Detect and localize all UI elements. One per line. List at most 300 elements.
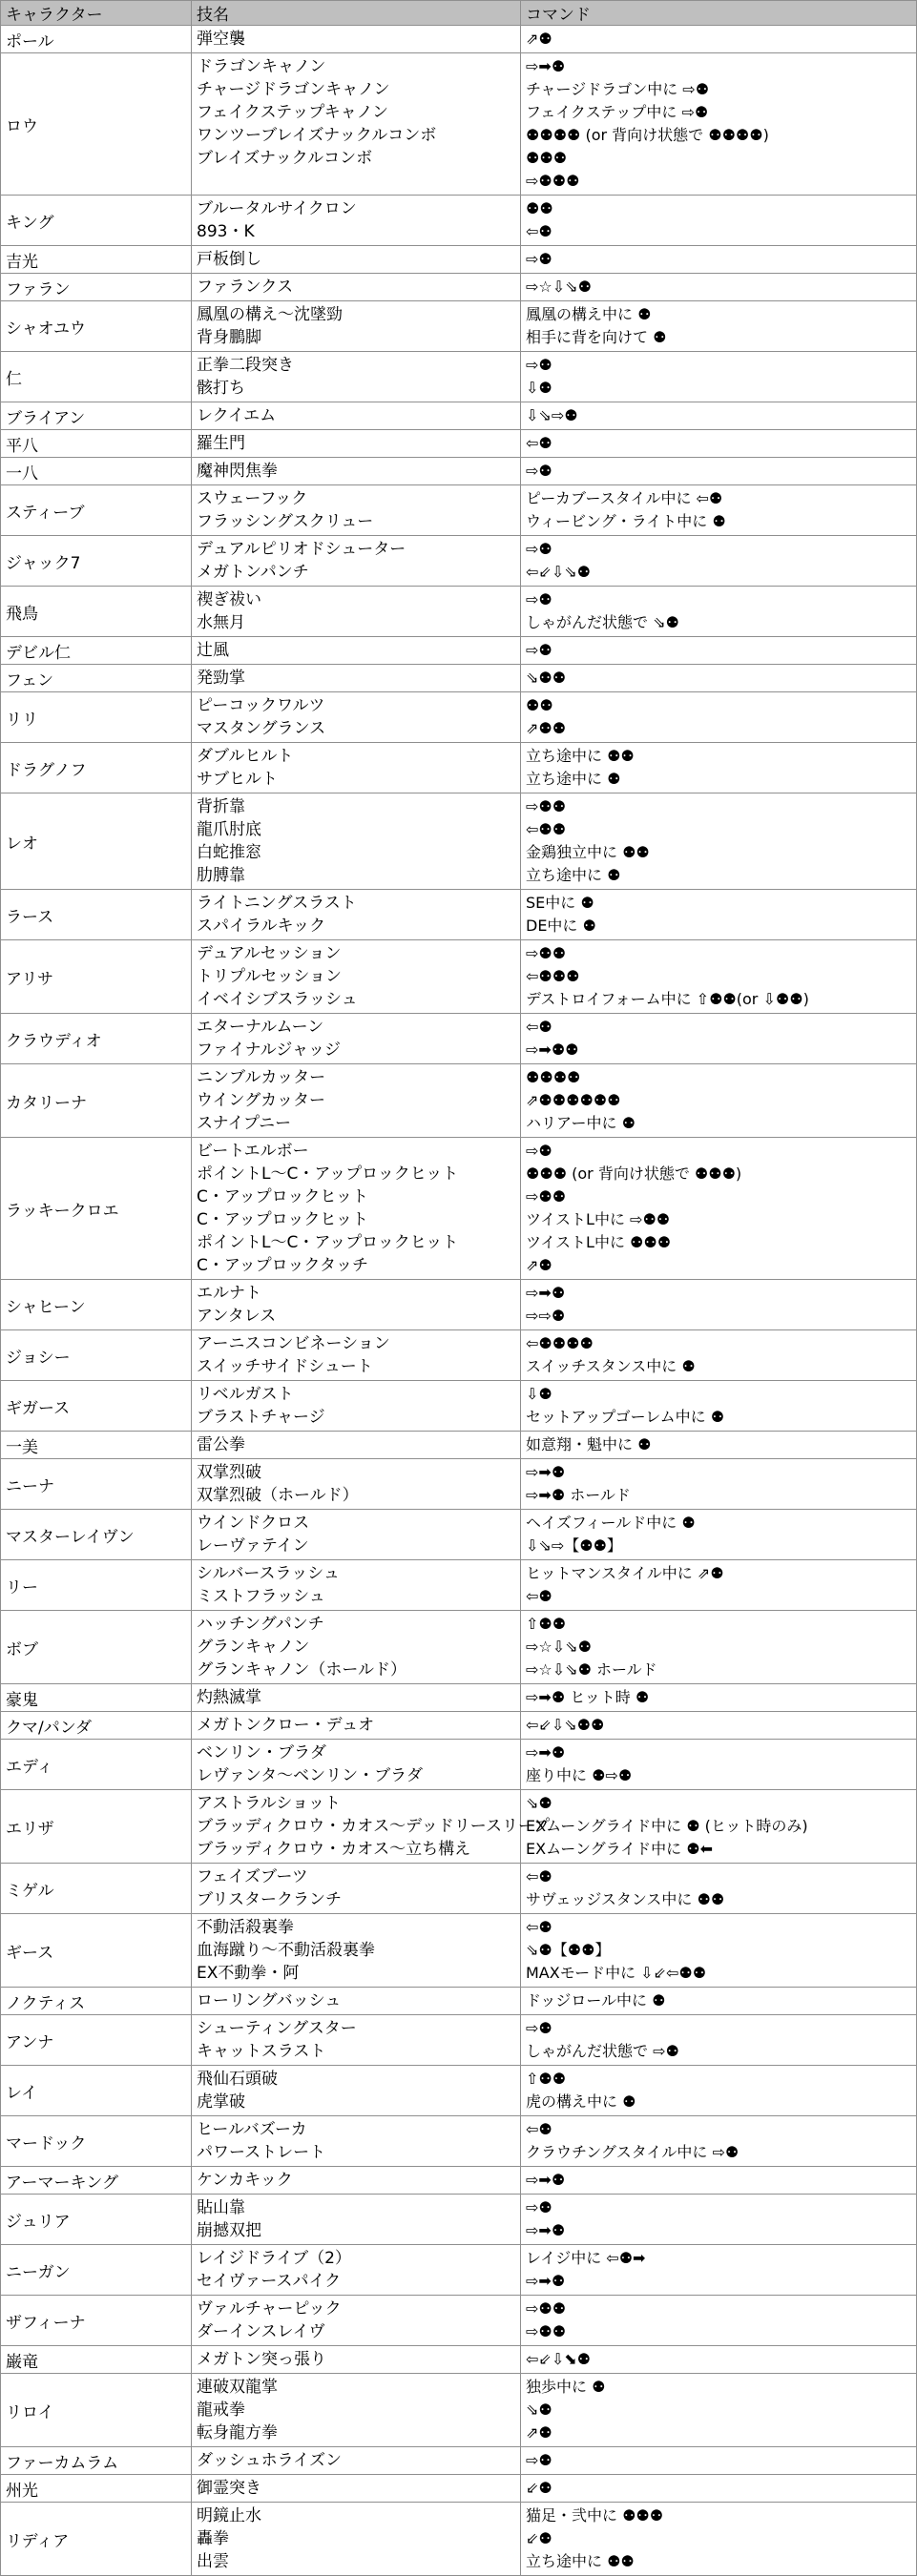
character-name: ギース: [1, 1914, 192, 1988]
command-input: ⇙⚉: [526, 2529, 552, 2547]
command-input: セットアップゴーレム中に ⚉: [526, 1408, 725, 1426]
command-input: ⇦⚉⚉⚉: [526, 967, 580, 985]
move-name: ニンブルカッター: [197, 1068, 326, 1087]
table-row: [1, 1432, 917, 1459]
command-input: ⇨⚉⚉⚉: [526, 172, 580, 190]
table-row: [1, 402, 917, 430]
move-names-cell: [192, 26, 521, 53]
move-name: 弾空襲: [197, 30, 245, 49]
commands-cell: [521, 458, 917, 485]
command-input: ⇨⚉⚉: [526, 944, 567, 962]
table-row: [1, 26, 917, 53]
move-name: 肋膊靠: [197, 866, 245, 885]
move-name: ブリスタークランチ: [197, 1890, 342, 1909]
move-name: デュアルピリオドシューター: [197, 540, 406, 559]
command-input: ⇦⇙⇩⇘⚉: [526, 563, 591, 581]
command-input: ヘイズフィールド中に ⚉: [526, 1514, 696, 1532]
move-names-cell: [192, 587, 521, 637]
move-names-cell: [192, 1988, 521, 2015]
move-names-cell: [192, 2503, 521, 2576]
move-name: イベイシブスラッシュ: [197, 990, 358, 1009]
command-input: ⚉⚉⚉ (or 背向け状態で ⚉⚉⚉): [526, 1164, 742, 1183]
move-name: 双掌烈破（ホールド）: [197, 1486, 359, 1505]
command-input: ⇨⚉: [526, 250, 552, 268]
character-name: ラッキークロエ: [1, 1138, 192, 1280]
character-name: 平八: [1, 430, 192, 458]
move-name: キャットスラスト: [197, 2042, 326, 2061]
move-names-cell: [192, 1064, 521, 1138]
commands-cell: [521, 274, 917, 301]
move-name: 893・K: [197, 222, 255, 241]
commands-cell: [521, 301, 917, 352]
commands-cell: [521, 692, 917, 743]
move-name: ブラッディクロウ・カオス～デッドリースリープ: [197, 1817, 551, 1836]
table-row: [1, 2066, 917, 2116]
command-input: ⇩⇘⇨【⚉⚉】: [526, 1536, 622, 1555]
move-name: 背折靠: [197, 797, 245, 816]
commands-cell: [521, 246, 917, 274]
table-header-row: [1, 1, 917, 26]
commands-cell: [521, 1432, 917, 1459]
commands-cell: [521, 1914, 917, 1988]
character-name: ブライアン: [1, 402, 192, 430]
command-input: ⇗⚉: [526, 1256, 552, 1274]
move-names-cell: [192, 536, 521, 587]
commands-cell: [521, 402, 917, 430]
header-character: キャラクター: [1, 1, 192, 26]
command-input: ⇗⚉⚉⚉⚉⚉⚉: [526, 1091, 621, 1109]
command-input: ⇨⇨⚉: [526, 1307, 566, 1325]
command-input: 独歩中に ⚉: [526, 2378, 606, 2396]
move-names-cell: [192, 2015, 521, 2066]
table-row: [1, 2015, 917, 2066]
table-row: [1, 2116, 917, 2167]
command-input: ⇦⇙⇩⇘⚉⚉: [526, 1716, 605, 1734]
move-name: ダーインスレイヴ: [197, 2322, 325, 2341]
character-name: ノクティス: [1, 1988, 192, 2015]
character-name: 州光: [1, 2475, 192, 2503]
command-input: ⇙⚉: [526, 2479, 552, 2497]
move-name: 明鏡止水: [197, 2506, 261, 2525]
command-input: ⇧⚉⚉: [526, 1615, 567, 1633]
command-input: ⇨➡⚉ ヒット時 ⚉: [526, 1688, 650, 1706]
character-name: ラース: [1, 890, 192, 940]
commands-cell: [521, 1510, 917, 1560]
character-name: 一八: [1, 458, 192, 485]
move-name: 双掌烈破: [197, 1463, 261, 1482]
command-input: ⇨⚉⚉: [526, 2299, 567, 2318]
commands-cell: [521, 743, 917, 793]
character-name: ジュリア: [1, 2195, 192, 2245]
commands-cell: [521, 2245, 917, 2296]
header-command: コマンド: [521, 1, 917, 26]
command-input: サヴェッジスタンス中に ⚉⚉: [526, 1890, 725, 1908]
move-name: スイッチサイドシュート: [197, 1357, 373, 1376]
table-row: [1, 2503, 917, 2576]
commands-cell: [521, 1560, 917, 1611]
commands-cell: [521, 1280, 917, 1330]
character-name: シャオユウ: [1, 301, 192, 352]
move-names-cell: [192, 2447, 521, 2475]
command-input: ⇘⚉⚉: [526, 669, 567, 687]
move-name: メガトンパンチ: [197, 563, 309, 582]
move-name: ダッシュホライズン: [197, 2451, 342, 2470]
move-names-cell: [192, 246, 521, 274]
commands-cell: [521, 536, 917, 587]
move-name: トリプルセッション: [197, 967, 342, 986]
move-name: リベルガスト: [197, 1385, 294, 1404]
command-input: クラウチングスタイル中に ⇨⚉: [526, 2143, 740, 2161]
move-name: 辻風: [197, 641, 229, 660]
commands-cell: [521, 2195, 917, 2245]
character-name: 一美: [1, 1432, 192, 1459]
command-input: ⇗⚉⚉: [526, 719, 567, 737]
character-name: キング: [1, 196, 192, 246]
table-row: [1, 301, 917, 352]
command-input: ⇨⚉: [526, 462, 552, 480]
move-name: フェイクステップキャノン: [197, 103, 388, 122]
move-name: ブラストチャージ: [197, 1408, 325, 1427]
move-name: ヴァルチャーピック: [197, 2299, 342, 2318]
move-names-cell: [192, 1560, 521, 1611]
move-name: 崩撼双把: [197, 2221, 261, 2240]
character-name: マスターレイヴン: [1, 1510, 192, 1560]
character-name: フェン: [1, 665, 192, 692]
move-name: 飛仙石頭破: [197, 2070, 278, 2089]
commands-cell: [521, 1790, 917, 1864]
move-name: 出雲: [197, 2552, 229, 2571]
commands-cell: [521, 1684, 917, 1712]
table-row: [1, 2346, 917, 2374]
table-row: [1, 53, 917, 196]
move-name: ウインドクロス: [197, 1514, 310, 1533]
command-input: 鳳凰の構え中に ⚉: [526, 305, 652, 323]
character-name: リリ: [1, 692, 192, 743]
move-name: 発勁掌: [197, 669, 245, 688]
table-row: [1, 274, 917, 301]
command-input: 立ち途中に ⚉⚉: [526, 2552, 635, 2570]
move-name: ファランクス: [197, 278, 294, 297]
move-name: 水無月: [197, 613, 245, 632]
command-input: ツイストL中に ⇨⚉⚉: [526, 1210, 671, 1228]
move-names-cell: [192, 665, 521, 692]
move-names-cell: [192, 430, 521, 458]
table-row: [1, 890, 917, 940]
commands-cell: [521, 890, 917, 940]
move-names-cell: [192, 1510, 521, 1560]
move-name: アーニスコンビネーション: [197, 1334, 390, 1353]
move-name: アンタレス: [197, 1307, 277, 1326]
move-names-cell: [192, 2475, 521, 2503]
commands-cell: [521, 2503, 917, 2576]
command-input: ⇨⚉: [526, 2451, 552, 2469]
table-row: [1, 352, 917, 402]
table-row: [1, 743, 917, 793]
character-name: 仁: [1, 352, 192, 402]
move-name: 転身龍方拳: [197, 2423, 278, 2442]
command-input: ⚉⚉: [526, 696, 553, 714]
move-names-cell: [192, 53, 521, 196]
move-name: ピーコックワルツ: [197, 696, 325, 715]
table-row: [1, 430, 917, 458]
character-name: ボブ: [1, 1611, 192, 1684]
move-names-cell: [192, 2195, 521, 2245]
table-row: [1, 536, 917, 587]
move-name: C・アップロックヒット: [197, 1187, 368, 1206]
move-names-cell: [192, 1611, 521, 1684]
move-name: ミストフラッシュ: [197, 1587, 325, 1606]
command-input: ⇦⚉: [526, 1018, 552, 1036]
character-name: リディア: [1, 2503, 192, 2576]
move-name: C・アップロックヒット: [197, 1210, 368, 1229]
move-name: 御霊突き: [197, 2479, 261, 2498]
commands-cell: [521, 352, 917, 402]
commands-cell: [521, 196, 917, 246]
command-input: チャージドラゴン中に ⇨⚉: [526, 80, 710, 98]
character-name: ロウ: [1, 53, 192, 196]
command-input: ⇘⚉【⚉⚉】: [526, 1941, 611, 1959]
command-input: ⇨⚉: [526, 2198, 552, 2216]
move-names-cell: [192, 1014, 521, 1064]
move-name: 轟拳: [197, 2529, 229, 2548]
move-name: ブラッディクロウ・カオス～立ち構え: [197, 1840, 471, 1859]
commands-cell: [521, 2296, 917, 2346]
move-names-cell: [192, 637, 521, 665]
character-name: アリサ: [1, 940, 192, 1014]
command-input: ⇘⚉: [526, 1794, 552, 1812]
command-input: レイジ中に ⇦⚉➡: [526, 2249, 646, 2267]
move-name: パワーストレート: [197, 2143, 326, 2162]
character-name: ザフィーナ: [1, 2296, 192, 2346]
table-row: [1, 1560, 917, 1611]
command-input: デストロイフォーム中に ⇧⚉⚉(or ⇩⚉⚉): [526, 990, 809, 1008]
move-name: [197, 170, 515, 193]
command-input: ⇨⚉: [526, 1142, 552, 1160]
command-input: ウィービング・ライト中に ⚉: [526, 512, 726, 530]
move-name: メガトンクロー・デュオ: [197, 1716, 375, 1735]
commands-cell: [521, 1611, 917, 1684]
move-name: 龍爪肘底: [197, 820, 261, 839]
move-name: ライトニングスラスト: [197, 894, 357, 913]
commands-cell: [521, 53, 917, 196]
command-input: 猫足・弐中に ⚉⚉⚉: [526, 2506, 664, 2524]
commands-cell: [521, 1330, 917, 1381]
move-names-cell: [192, 1914, 521, 1988]
table-row: [1, 2245, 917, 2296]
command-input: ハリアー中に ⚉: [526, 1114, 636, 1132]
move-names-cell: [192, 1330, 521, 1381]
move-name: ファイナルジャッジ: [197, 1041, 342, 1060]
command-input: しゃがんだ状態で ⇨⚉: [526, 2042, 679, 2060]
character-name: クラウディオ: [1, 1014, 192, 1064]
command-input: ⇨⚉⚉: [526, 2322, 567, 2340]
table-row: [1, 587, 917, 637]
move-name: エターナルムーン: [197, 1018, 324, 1037]
move-name: 背身鵬脚: [197, 328, 261, 347]
command-input: ⇦⇙⇩⬊⚉: [526, 2350, 591, 2368]
commands-cell: [521, 1459, 917, 1510]
command-input: 如意翔・魁中に ⚉: [526, 1435, 652, 1453]
character-name: ギガース: [1, 1381, 192, 1432]
character-name: レオ: [1, 793, 192, 890]
character-name: 飛鳥: [1, 587, 192, 637]
commands-cell: [521, 1014, 917, 1064]
command-input: ⚉⚉⚉⚉: [526, 1068, 581, 1086]
table-row: [1, 1064, 917, 1138]
move-names-cell: [192, 402, 521, 430]
command-input: ⇦⚉: [526, 1918, 552, 1936]
commands-cell: [521, 26, 917, 53]
commands-cell: [521, 2346, 917, 2374]
command-input: ⇦⚉: [526, 1867, 552, 1886]
move-names-cell: [192, 1432, 521, 1459]
command-input: ⇨⚉: [526, 641, 552, 659]
character-name: カタリーナ: [1, 1064, 192, 1138]
move-names-cell: [192, 2167, 521, 2195]
command-input: ⇦⚉⚉⚉⚉: [526, 1334, 594, 1352]
move-name: EX不動拳・阿: [197, 1964, 300, 1983]
command-input: ⇨➡⚉: [526, 2272, 566, 2290]
move-name: 白蛇推窓: [197, 843, 261, 862]
table-row: [1, 692, 917, 743]
table-row: [1, 1330, 917, 1381]
character-name: 豪鬼: [1, 1684, 192, 1712]
table-row: [1, 2296, 917, 2346]
move-names-cell: [192, 2374, 521, 2447]
command-input: ⚉⚉: [526, 199, 553, 217]
character-name: ジャック7: [1, 536, 192, 587]
move-names-cell: [192, 1138, 521, 1280]
table-row: [1, 1510, 917, 1560]
move-name: ブルータルサイクロン: [197, 199, 357, 218]
command-input: ⇩⚉: [526, 1385, 552, 1403]
command-input: EXムーングライド中に ⚉⬅: [526, 1840, 713, 1858]
move-name: セイヴァースパイク: [197, 2272, 342, 2291]
command-input: ⇩⇘⇨⚉: [526, 406, 578, 424]
character-name: エディ: [1, 1740, 192, 1790]
character-name: ジョシー: [1, 1330, 192, 1381]
command-input: ⇦⚉⚉: [526, 820, 567, 838]
move-name: マスタングランス: [197, 719, 326, 738]
move-name: ハッチングパンチ: [197, 1615, 324, 1634]
commands-cell: [521, 2015, 917, 2066]
commands-cell: [521, 2374, 917, 2447]
command-input: ⇧⚉⚉: [526, 2070, 567, 2088]
character-name: アーマーキング: [1, 2167, 192, 2195]
table-row: [1, 665, 917, 692]
move-name: ベンリン・ブラダ: [197, 1743, 326, 1762]
move-name: レーヴァテイン: [197, 1536, 309, 1556]
command-input: 立ち途中に ⚉: [526, 866, 621, 884]
move-name: ブレイズナックルコンボ: [197, 149, 373, 168]
table-row: [1, 1280, 917, 1330]
table-row: [1, 1864, 917, 1914]
move-name: 魔神閃焦拳: [197, 462, 278, 481]
move-name: ビートエルボー: [197, 1142, 309, 1161]
command-input: ツイストL中に ⚉⚉⚉: [526, 1233, 672, 1251]
table-body: [1, 26, 917, 2576]
move-name: ポイントL～C・アップロックヒット: [197, 1164, 459, 1184]
table-row: [1, 196, 917, 246]
move-names-cell: [192, 274, 521, 301]
move-name: 血海蹴り～不動活殺裏拳: [197, 1941, 375, 1960]
character-name: エリザ: [1, 1790, 192, 1864]
command-input: ⇦⚉: [526, 434, 552, 452]
table-row: [1, 2475, 917, 2503]
table-row: [1, 485, 917, 536]
table-row: [1, 1381, 917, 1432]
move-names-cell: [192, 1381, 521, 1432]
table-row: [1, 458, 917, 485]
command-input: ⇩⚉: [526, 379, 552, 397]
command-input: MAXモード中に ⇩⇙⇦⚉⚉: [526, 1964, 707, 1982]
commands-cell: [521, 1740, 917, 1790]
move-name: 正拳二段突き: [197, 356, 294, 375]
character-name: ニーナ: [1, 1459, 192, 1510]
move-names-cell: [192, 1864, 521, 1914]
move-name: チャージドラゴンキャノン: [197, 80, 390, 99]
move-name: C・アップロックタッチ: [197, 1256, 368, 1275]
table-row: [1, 2167, 917, 2195]
command-input: ピーカブースタイル中に ⇦⚉: [526, 489, 723, 507]
character-name: デビル仁: [1, 637, 192, 665]
move-names-cell: [192, 793, 521, 890]
move-names-cell: [192, 692, 521, 743]
command-input: ⇘⚉: [526, 2401, 552, 2419]
command-input: ⇨☆⇩⇘⚉: [526, 1638, 592, 1656]
move-name: ローリングバッシュ: [197, 1991, 342, 2010]
move-names-cell: [192, 2066, 521, 2116]
table-row: [1, 1740, 917, 1790]
move-name: デュアルセッション: [197, 944, 342, 963]
table-row: [1, 1684, 917, 1712]
move-name: 龍戒拳: [197, 2401, 245, 2420]
command-input: ⇨➡⚉: [526, 2171, 566, 2189]
move-name: ワンツーブレイズナックルコンボ: [197, 126, 437, 145]
character-name: ドラグノフ: [1, 743, 192, 793]
move-name: アストラルショット: [197, 1794, 342, 1813]
command-input: ⇨➡⚉: [526, 57, 566, 75]
commands-cell: [521, 587, 917, 637]
table-row: [1, 1988, 917, 2015]
table-row: [1, 246, 917, 274]
command-input: ⇨➡⚉: [526, 1284, 566, 1302]
character-name: ミゲル: [1, 1864, 192, 1914]
move-name: 虎掌破: [197, 2092, 245, 2112]
move-name: 連破双龍掌: [197, 2378, 278, 2397]
command-input: しゃがんだ状態で ⇘⚉: [526, 613, 679, 631]
move-names-cell: [192, 1740, 521, 1790]
character-name: リー: [1, 1560, 192, 1611]
move-name: フラッシングスクリュー: [197, 512, 374, 531]
command-input: 相手に背を向けて ⚉: [526, 328, 667, 346]
character-name: レイ: [1, 2066, 192, 2116]
command-input: ⇨➡⚉: [526, 2221, 566, 2239]
character-name: 巌竜: [1, 2346, 192, 2374]
commands-cell: [521, 793, 917, 890]
character-name: スティーブ: [1, 485, 192, 536]
move-names-cell: [192, 196, 521, 246]
command-input: ⚉⚉⚉⚉ (or 背向け状態で ⚉⚉⚉⚉): [526, 126, 769, 144]
move-name: レヴァンタ～ベンリン・ブラダ: [197, 1766, 423, 1785]
commands-cell: [521, 1381, 917, 1432]
move-name: ドラゴンキャノン: [197, 57, 326, 76]
move-name: 鳳凰の構え～沈墜勁: [197, 305, 343, 324]
command-input: フェイクステップ中に ⇨⚉: [526, 103, 709, 121]
commands-cell: [521, 2475, 917, 2503]
command-input: 立ち途中に ⚉⚉: [526, 747, 635, 765]
commands-cell: [521, 1988, 917, 2015]
